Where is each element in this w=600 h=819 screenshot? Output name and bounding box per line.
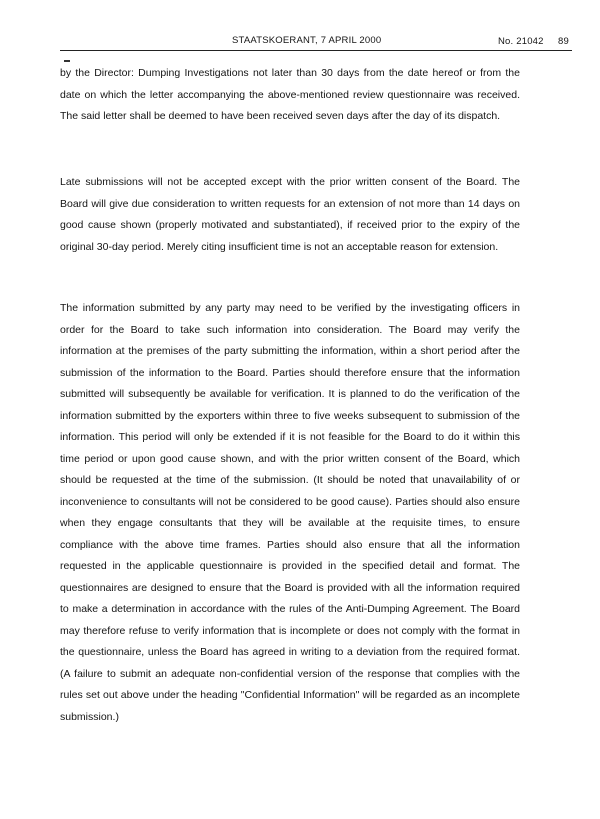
gazette-title: STAATSKOERANT, 7 APRIL 2000: [232, 35, 382, 46]
gazette-number: No. 21042: [498, 36, 544, 47]
page-header: [60, 33, 572, 49]
page-number: 89: [558, 36, 569, 47]
scan-mark: [64, 60, 70, 62]
paragraph-text: The information submitted by any party may need to be verified by the investigating officers in order for the Board to take such information into consideration. The Board may verify the information at the premises of the party submitting the information, within a short period after the submission of the information to the Board. Parties should therefore ensure that the information submitted will subsequently be available for verification. It is planned to do the verification of the information submitted by the exporters within three to five weeks subsequent to submission of the information. This period will only be extended if it is not feasible for the Board to do it within this time period or upon good cause shown, and with the prior written consent of the Board, which should be requested at the time of the submission. (It should be noted that unavailability of or inconvenience to consultants will not be considered to be good cause). Parties should also ensure when they engage consultants that they will be available at the requisite times, to ensure compliance with the above time frames. Parties should also ensure that all the information requested in the applicable questionnaire is provided in the specified detail and format. The questionnaires are designed to ensure that the Board is provided with all the information required to make a determination in accordance with the rules of the Anti-Dumping Agreement. The Board may therefore refuse to verify information that is incomplete or does not comply with the format in the questionnaire, unless the Board has agreed in writing to a deviation from the required format. (A failure to submit an adequate non-confidential version of the response that complies with the rules set out above under the heading "Confidential Information" will be regarded as an incomplete submission.): [60, 302, 520, 723]
paragraph-response-deadline: [60, 63, 520, 128]
header-rule: [60, 50, 572, 51]
paragraph-verification: [60, 298, 520, 728]
paragraph-text: by the Director: Dumping Investigations not later than 30 days from the date hereof or from the date on which the letter accompanying the above-mentioned review questionnaire was received. The said letter shall be deemed to have been received seven days after the day of its dispatch.: [60, 67, 520, 122]
paragraph-late-submissions: [60, 172, 520, 258]
paragraph-text: Late submissions will not be accepted except with the prior written consent of the Board. The Board will give due consideration to written requests for an extension of not more than 14 days on good cause shown (properly motivated and substantiated), if received prior to the expiry of the original 30-day period. Merely citing insufficient time is not an acceptable reason for extension.: [60, 176, 520, 253]
